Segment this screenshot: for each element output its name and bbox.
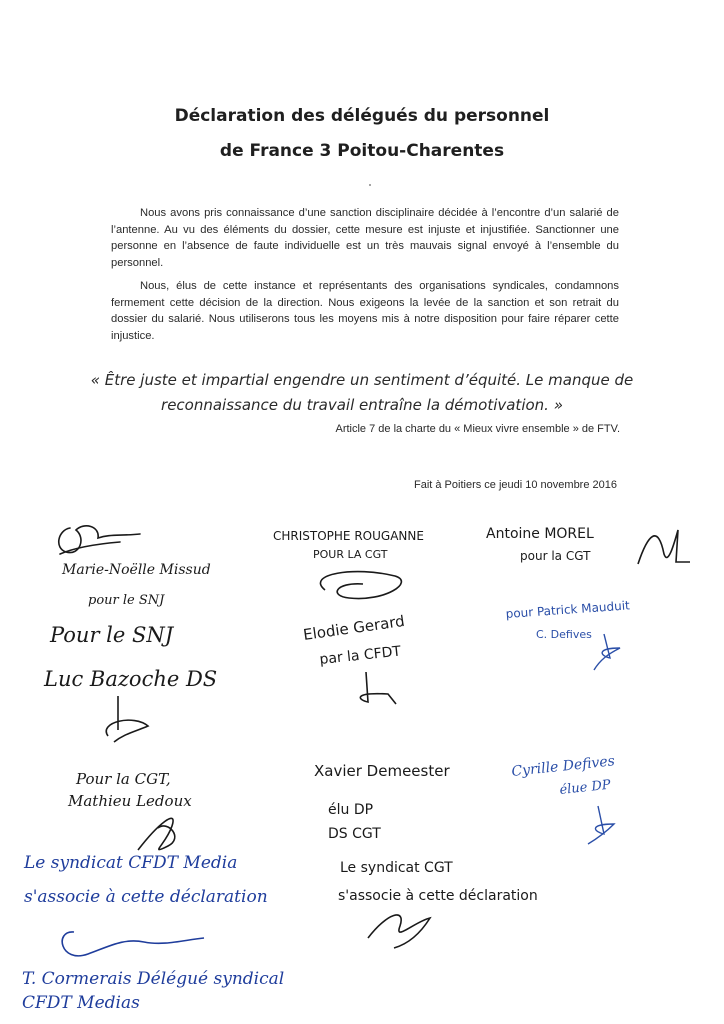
place-date: Fait à Poitiers ce jeudi 10 novembre 2016 <box>413 479 617 491</box>
svg-text:Luc Bazoche DS: Luc Bazoche DS <box>44 667 218 691</box>
svg-text:élu DP: élu DP <box>328 802 374 818</box>
signature-cormerais <box>14 920 334 1020</box>
signature-mauduit <box>500 600 700 690</box>
signature-demeester <box>310 754 510 854</box>
svg-text:Elodie Gerard: Elodie Gerard <box>302 611 406 644</box>
signature-missud <box>40 508 220 618</box>
svg-text:par la CFDT: par la CFDT <box>318 643 402 668</box>
signature-gerard <box>296 606 466 716</box>
svg-text:C. Defives: C. Defives <box>536 628 592 641</box>
svg-text:Pour la CGT,: Pour la CGT, <box>76 770 171 788</box>
svg-text:Le syndicat CFDT Media: Le syndicat CFDT Media <box>24 853 238 873</box>
svg-text:T. Cormerais Délégué syndical: T. Cormerais Délégué syndical <box>22 969 285 989</box>
svg-text:CFDT Medias: CFDT Medias <box>22 993 140 1013</box>
svg-text:s'associe à cette déclaration: s'associe à cette déclaration <box>24 887 268 907</box>
charter-quote: « Être juste et impartial engendre un sentiment d’équité. Le manque de reconnaissance du travail entraîne la démotivation. » <box>90 371 634 414</box>
signature-bazoche <box>38 612 238 752</box>
svg-text:Pour le SNJ: Pour le SNJ <box>50 623 174 647</box>
signature-rouganne <box>265 518 455 618</box>
signature-cgt <box>334 852 624 952</box>
signature-defives <box>502 752 702 852</box>
svg-text:POUR LA CGT: POUR LA CGT <box>313 548 388 561</box>
svg-text:s'associe à cette déclaration: s'associe à cette déclaration <box>338 888 538 904</box>
svg-text:Xavier Demeester: Xavier Demeester <box>314 762 450 780</box>
paragraph-2: Nous, élus de cette instance et représentants des organisations syndicales, condamnons fermement cette décision de la direction. Nous exigeons la levée de la sanction et son retrait du dossier du salarié. Nous utiliserons tous les moyens mis à notre disposition pour faire réparer cette injustice. <box>111 280 619 342</box>
document-subtitle: de France 3 Poitou-Charentes <box>219 141 505 161</box>
svg-text:élue DP: élue DP <box>558 777 612 798</box>
svg-text:Mathieu Ledoux: Mathieu Ledoux <box>68 792 192 810</box>
paragraph-1: Nous avons pris connaissance d’une sanction disciplinaire décidée à l’encontre d’un salarié de l’antenne. Au vu des éléments du dossier, cette mesure est injuste et injustifiée. Sanctionner une personne en l’absence de faute individuelle est un très mauvais signal envoyé à l’ensemble du personnel. <box>111 207 619 269</box>
signature-cfdt-media <box>18 844 318 924</box>
quote-source: Article 7 de la charte du « Mieux vivre ensemble » de FTV. <box>335 423 620 435</box>
svg-text:pour la CGT: pour la CGT <box>520 549 591 563</box>
svg-text:Marie-Noëlle Missud: Marie-Noëlle Missud <box>62 562 211 578</box>
svg-text:pour le SNJ: pour le SNJ <box>88 593 165 608</box>
svg-text:CHRISTOPHE ROUGANNE: CHRISTOPHE ROUGANNE <box>273 529 424 543</box>
svg-text:DS CGT: DS CGT <box>328 826 381 842</box>
svg-text:Cyrille Defives: Cyrille Defives <box>510 753 616 780</box>
divider-dot <box>369 184 371 186</box>
svg-text:Antoine MOREL: Antoine MOREL <box>486 526 594 542</box>
document-title: Déclaration des délégués du personnel <box>174 106 550 126</box>
svg-text:pour Patrick Mauduit: pour Patrick Mauduit <box>505 598 631 621</box>
signatures-area <box>0 500 724 1024</box>
svg-text:Le syndicat CGT: Le syndicat CGT <box>340 860 453 876</box>
signature-morel <box>478 514 698 584</box>
